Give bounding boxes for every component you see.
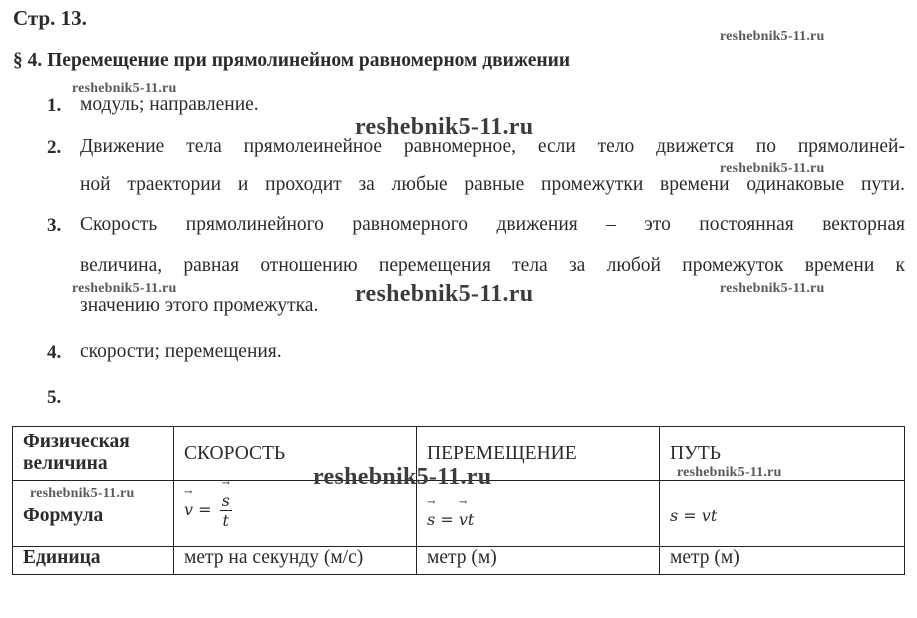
vector-s: → s [427, 510, 435, 529]
answer-text: величина, равная отношению перемещения тела за любой промежуток времени к [80, 255, 905, 276]
formula-displacement [427, 510, 474, 529]
watermark: reshebnik5-11.ru [355, 281, 534, 307]
page-number: Стр. 13. [13, 6, 87, 30]
answer-number: 4. [47, 342, 62, 363]
fraction-denominator: t [222, 511, 229, 530]
answer-text: Движение тела прямолеинейное равномерное, если тело движется по прямолиней- [80, 136, 905, 157]
row-header-formula: Формула [23, 505, 104, 526]
watermark: reshebnik5-11.ru [720, 161, 825, 176]
fraction [220, 491, 232, 530]
watermark: reshebnik5-11.ru [72, 281, 177, 296]
unit-speed: метр на секунду (м/с) [184, 547, 364, 568]
answer-number: 5. [47, 387, 62, 408]
table-cell [660, 547, 905, 575]
table-cell [660, 481, 905, 547]
watermark: reshebnik5-11.ru [720, 29, 825, 44]
answer-table [12, 426, 905, 575]
watermark: reshebnik5-11.ru [72, 81, 177, 96]
formula-speed [184, 491, 232, 530]
row-header-quantity: Физическая величина [23, 431, 130, 474]
answer-text: модуль; направление. [80, 94, 259, 115]
row-header-unit: Единица [23, 547, 101, 568]
vector-vt: → vt [459, 510, 474, 529]
table-cell [417, 547, 660, 575]
equals-sign: = [198, 500, 212, 519]
table-cell [174, 547, 417, 575]
answer-number: 3. [47, 215, 62, 236]
section-title: § 4. Перемещение при прямолинейном равномерном движении [13, 50, 571, 71]
answer-number: 1. [47, 95, 62, 116]
vector-v: → v [184, 500, 193, 519]
watermark: reshebnik5-11.ru [355, 114, 534, 140]
column-header-displacement: ПЕРЕМЕЩЕНИЕ [427, 443, 577, 464]
answer-text: значению этого промежутка. [80, 295, 319, 316]
unit-displacement: метр (м) [427, 547, 497, 568]
unit-path: метр (м) [670, 547, 740, 568]
fraction-numerator: → s [220, 491, 232, 511]
watermark: reshebnik5-11.ru [720, 281, 825, 296]
watermark: reshebnik5-11.ru [30, 486, 135, 501]
answer-number: 2. [47, 137, 62, 158]
table-row-header [13, 427, 174, 481]
column-header-speed: СКОРОСТЬ [184, 443, 286, 464]
answer-text: ной траектории и проходит за любые равные промежутки времени одинаковые пути. [80, 174, 905, 195]
table-row [13, 547, 905, 575]
column-header-path: ПУТЬ [670, 443, 721, 464]
answer-text: скорости; перемещения. [80, 341, 282, 362]
equals-sign: = [440, 510, 454, 529]
answer-text: Скорость прямолинейного равномерного движения – это постоянная векторная [80, 214, 905, 235]
watermark: reshebnik5-11.ru [313, 464, 492, 490]
watermark: reshebnik5-11.ru [677, 465, 782, 480]
table-row-header [13, 547, 174, 575]
formula-path: s = vt [670, 506, 718, 525]
